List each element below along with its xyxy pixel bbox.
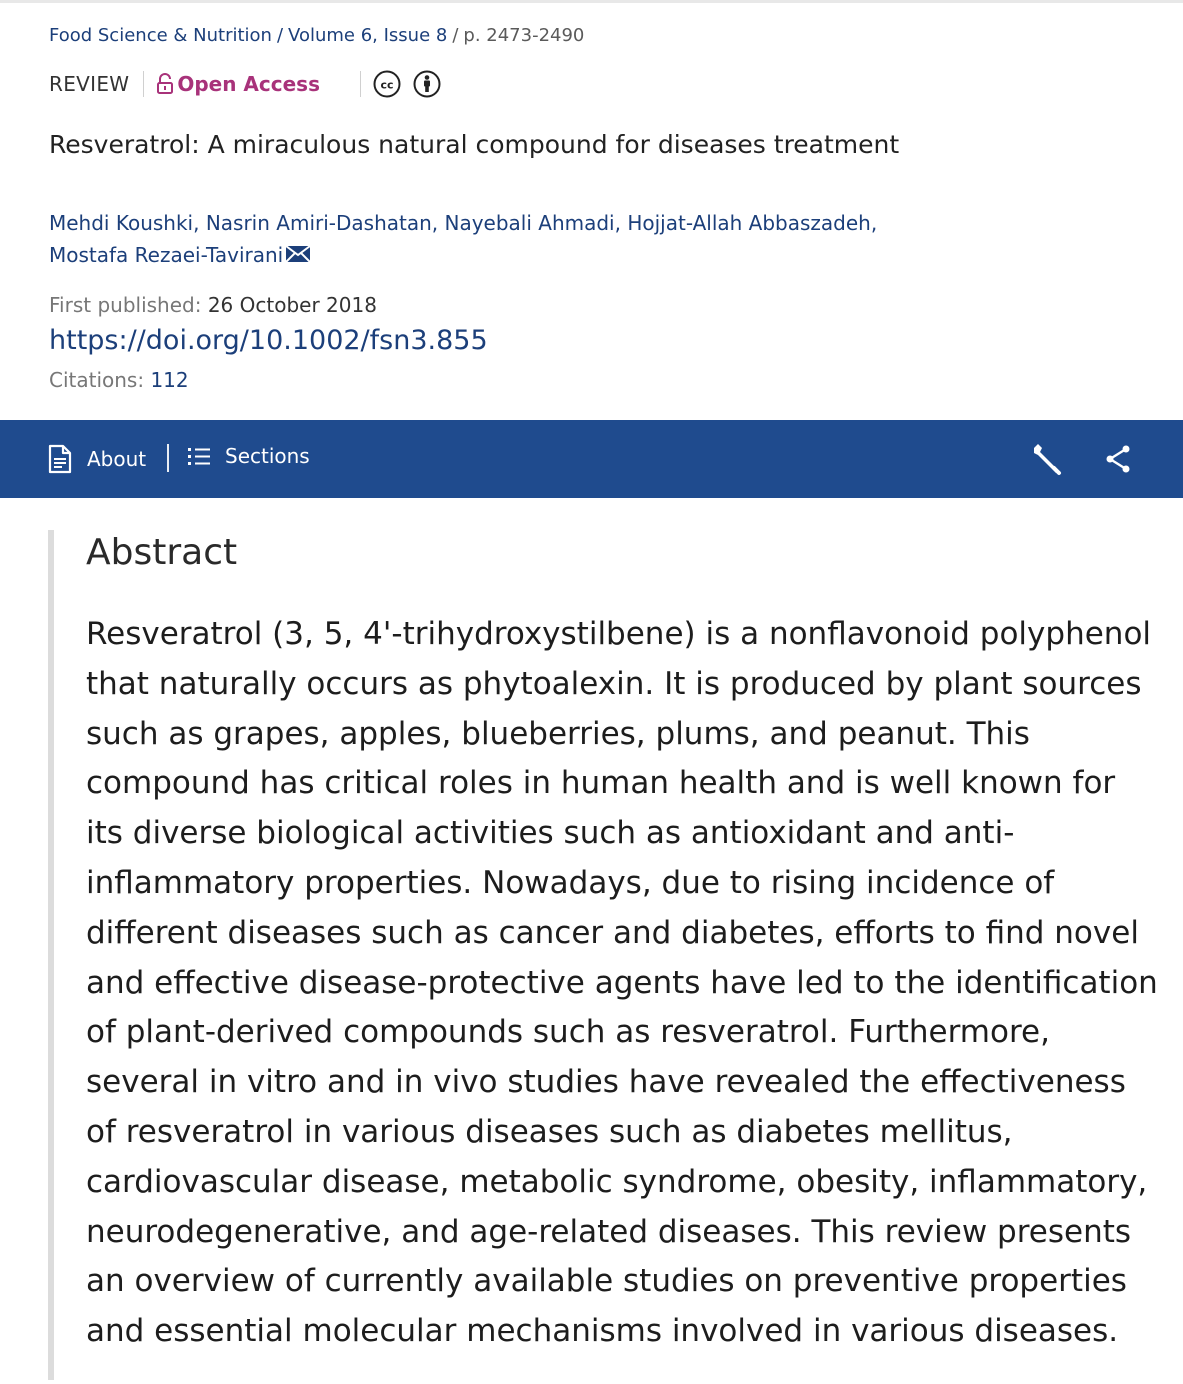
breadcrumb-separator: / (452, 24, 459, 46)
open-lock-icon (156, 73, 174, 95)
license-icons[interactable] (373, 70, 441, 98)
abstract-line: such as grapes, apples, blueberries, plums, and peanut. This (86, 715, 1030, 752)
publication-date (49, 293, 377, 317)
abstract-line: several in vitro and in vivo studies have revealed the effectiveness (86, 1064, 1126, 1101)
about-button[interactable] (47, 444, 146, 474)
attribution-icon (413, 70, 441, 98)
share-icon (1104, 444, 1132, 474)
abstract-line: and essential molecular mechanisms involved in various diseases. (86, 1313, 1119, 1350)
sections-label: Sections (225, 444, 310, 468)
article-title: Resveratrol: A miraculous natural compound for diseases treatment (49, 130, 900, 159)
abstract-line: neurodegenerative, and age-related diseases. This review presents (86, 1213, 1132, 1250)
citations-number-link[interactable]: 112 (150, 368, 189, 392)
tools-button[interactable] (1030, 442, 1064, 480)
abstract-body (86, 610, 1158, 1357)
abstract-line: of resveratrol in various diseases such as diabetes mellitus, (86, 1113, 1013, 1150)
citations-count (49, 368, 189, 392)
sections-button[interactable] (187, 444, 310, 468)
abstract-line: cardiovascular disease, metabolic syndrome, obesity, inflammatory, (86, 1163, 1148, 1200)
abstract-line: of plant-derived compounds such as resveratrol. Furthermore, (86, 1014, 1050, 1051)
abstract-side-bar (48, 530, 54, 1380)
cc-icon (373, 70, 401, 98)
breadcrumb-separator: / (276, 24, 284, 46)
open-access-badge (156, 72, 320, 96)
author-list (49, 207, 1049, 273)
top-divider (0, 0, 1183, 3)
abstract-section (48, 530, 1158, 1380)
abstract-line: different diseases such as cancer and diabetes, efforts to find novel (86, 914, 1139, 951)
abstract-heading: Abstract (86, 532, 238, 573)
author-links-line2 (49, 239, 1049, 273)
document-icon (47, 444, 73, 474)
svg-text:cc: cc (380, 78, 394, 92)
article-header (49, 22, 1163, 100)
article-toolbar (0, 420, 1183, 498)
abstract-line: its diverse biological activities such as antioxidant and anti- (86, 815, 1015, 852)
abstract-line: inflammatory properties. Nowadays, due to rising incidence of (86, 864, 1055, 901)
breadcrumb-issue-link[interactable]: Volume 6, Issue 8 (288, 24, 448, 46)
corresponding-author-link[interactable]: Mostafa Rezaei-Tavirani (49, 243, 284, 267)
published-date: 26 October 2018 (207, 293, 377, 317)
share-button[interactable] (1104, 444, 1132, 478)
abstract-line: Resveratrol (3, 5, 4'-trihydroxystilbene) is a nonflavonoid polyphenol (86, 616, 1152, 652)
divider (143, 71, 144, 97)
doi-link[interactable]: https://doi.org/10.1002/fsn3.855 (49, 325, 488, 356)
article-type-label: REVIEW (49, 72, 130, 96)
breadcrumb (49, 22, 1163, 48)
about-label: About (87, 447, 147, 471)
abstract-line: an overview of currently available studies on preventive properties (86, 1263, 1127, 1300)
list-icon (187, 445, 211, 467)
toolbar-divider (167, 444, 169, 472)
abstract-line: compound has critical roles in human health and is well known for (86, 765, 1116, 802)
wrench-icon (1030, 442, 1064, 476)
published-label: First published: (49, 293, 202, 317)
author-links-line1[interactable]: Mehdi Koushki, Nasrin Amiri-Dashatan, Nayebali Ahmadi, Hojjat-Allah Abbaszadeh, (49, 211, 878, 235)
mail-icon[interactable] (285, 241, 311, 273)
article-meta-row (49, 68, 1163, 100)
breadcrumb-pages: p. 2473-2490 (463, 24, 585, 46)
abstract-line: and effective disease-protective agents have led to the identification (86, 964, 1158, 1001)
abstract-line: that naturally occurs as phytoalexin. It is produced by plant sources (86, 665, 1142, 702)
open-access-label: Open Access (177, 72, 320, 96)
citations-label: Citations: (49, 368, 145, 392)
divider (360, 71, 361, 97)
breadcrumb-journal-link[interactable]: Food Science & Nutrition (49, 24, 272, 46)
